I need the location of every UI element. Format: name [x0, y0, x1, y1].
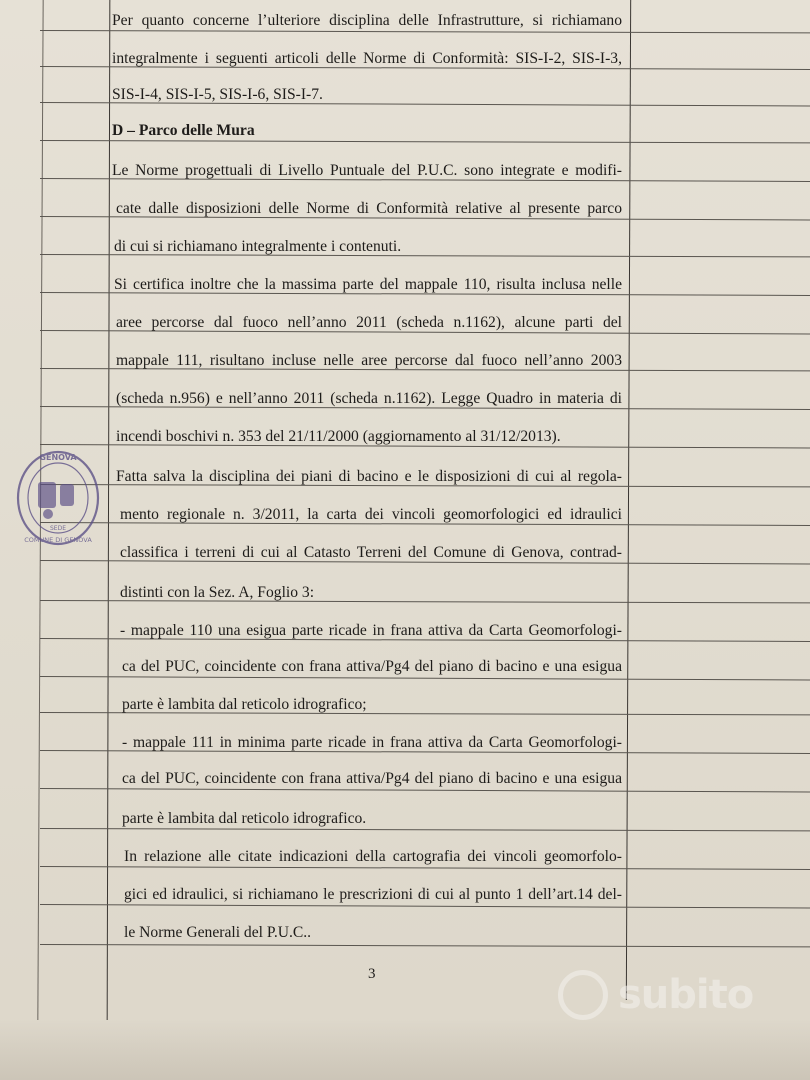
section-heading: D – Parco delle Mura — [112, 122, 255, 139]
official-stamp — [14, 448, 102, 548]
text-line: mento regionale n. 3/2011, la carta dei vincoli geomorfologici ed idraulici — [120, 506, 622, 523]
text-line: classifica i terreni di cui al Catasto Terreni del Comune di Genova, contrad- — [120, 544, 622, 561]
text-line: di cui si richiamano integralmente i contenuti. — [114, 238, 402, 255]
text-line: parte è lambita dal reticolo idrografico. — [122, 810, 367, 827]
text-line: le Norme Generali del P.U.C.. — [124, 924, 312, 941]
text-line: mappale 111, risultano incluse nelle aree percorse dal fuoco nell’anno 2003 — [116, 352, 622, 369]
subito-watermark — [556, 966, 776, 1026]
ruled-line — [40, 30, 810, 33]
subito-logo-icon — [558, 970, 608, 1020]
page-number: 3 — [368, 966, 376, 982]
text-line: distinti con la Sez. A, Foglio 3: — [120, 584, 315, 601]
text-line: parte è lambita dal reticolo idrografico; — [122, 696, 367, 713]
ruled-line — [40, 904, 810, 908]
text-line: - mappale 111 in minima parte ricade in frana attiva da Carta Geomorfologi- — [122, 734, 622, 751]
bottom-shadow — [0, 1020, 810, 1080]
ruled-line — [40, 828, 810, 831]
ruled-line — [40, 788, 810, 792]
ruled-line — [40, 140, 810, 143]
text-line: integralmente i seguenti articoli delle Norme di Conformità: SIS-I-2, SIS-I-3, — [112, 50, 622, 67]
text-line: - mappale 110 una esigua parte ricade in frana attiva da Carta Geomorfologi- — [120, 622, 622, 639]
text-line: (scheda n.956) e nell’anno 2011 (scheda n.1162). Legge Quadro in materia di — [116, 390, 622, 407]
text-line: ca del PUC, coincidente con frana attiva/Pg4 del piano di bacino e una esigua — [122, 658, 622, 675]
text-line: incendi boschivi n. 353 del 21/11/2000 (aggiornamento al 31/12/2013). — [116, 428, 561, 445]
ruled-line — [40, 944, 810, 947]
watermark-text: subito — [618, 972, 754, 1018]
text-line: Le Norme progettuali di Livello Puntuale del P.U.C. sono integrate e modifi- — [112, 162, 622, 179]
text-line: In relazione alle citate indicazioni della cartografia dei vincoli geomorfolo- — [124, 848, 622, 865]
ruled-line — [40, 866, 810, 870]
text-line: Si certifica inoltre che la massima parte del mappale 110, risulta inclusa nelle — [114, 276, 622, 293]
text-line: SIS-I-4, SIS-I-5, SIS-I-6, SIS-I-7. — [112, 86, 323, 103]
text-line: Fatta salva la disciplina dei piani di bacino e le disposizioni di cui al regola- — [116, 468, 622, 485]
text-line: cate dalle disposizioni delle Norme di Conformità relative al presente parco — [116, 200, 622, 217]
ruled-line — [40, 676, 810, 680]
text-line: ca del PUC, coincidente con frana attiva/Pg4 del piano di bacino e una esigua — [122, 770, 622, 787]
text-line: Per quanto concerne l’ulteriore disciplina delle Infrastrutture, si richiamano — [112, 12, 622, 29]
text-line: gici ed idraulici, si richiamano le prescrizioni di cui al punto 1 dell’art.14 del- — [124, 886, 622, 903]
svg-text:GENOVA: GENOVA — [39, 453, 77, 462]
svg-text:COMUNE DI GENOVA: COMUNE DI GENOVA — [24, 536, 92, 544]
svg-text:SEDE: SEDE — [49, 525, 67, 532]
text-line: aree percorse dal fuoco nell’anno 2011 (scheda n.1162), alcune parti del — [116, 314, 622, 331]
right-margin-rule — [626, 0, 631, 1000]
